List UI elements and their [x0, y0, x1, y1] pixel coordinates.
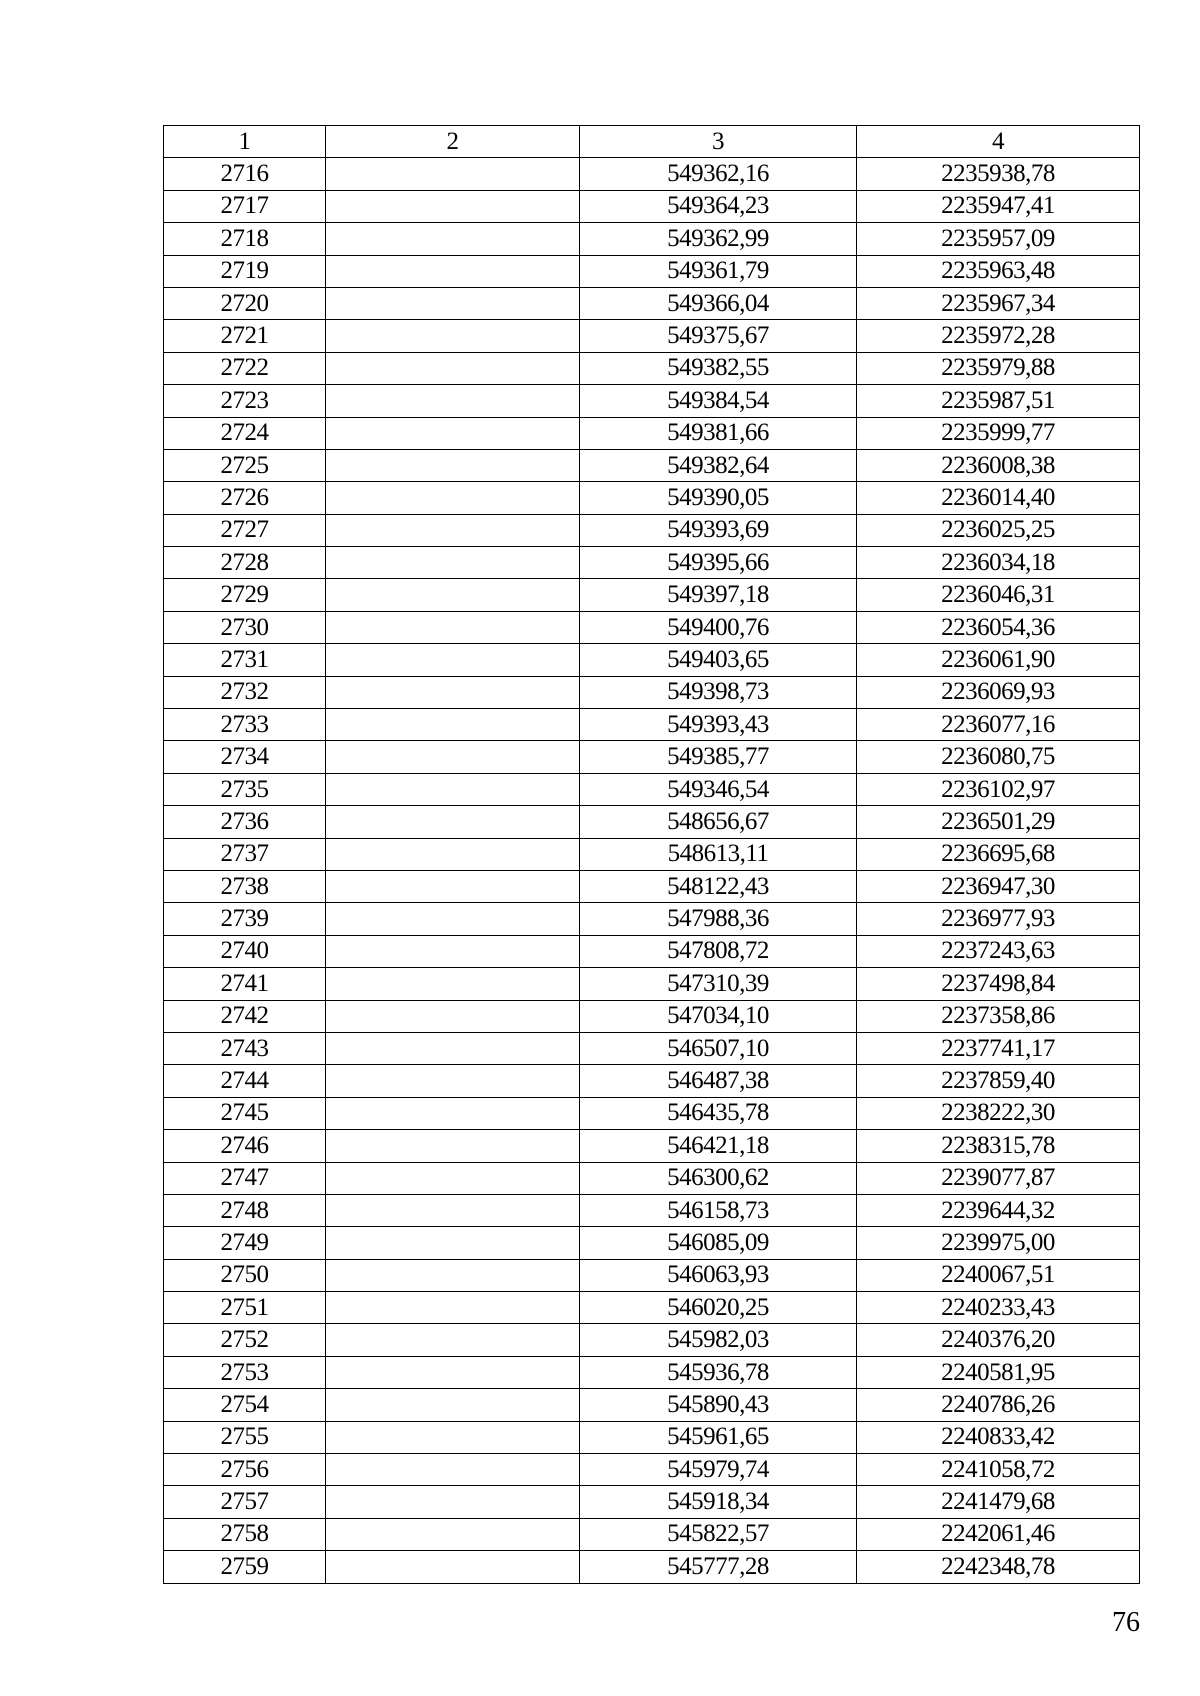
- empty-cell: [326, 709, 580, 741]
- y-coordinate-cell: 2236077,16: [857, 709, 1140, 741]
- point-number-cell: 2742: [164, 1000, 326, 1032]
- y-coordinate-cell: 2240067,51: [857, 1259, 1140, 1291]
- point-number-cell: 2726: [164, 482, 326, 514]
- y-coordinate-cell: 2237243,63: [857, 935, 1140, 967]
- x-coordinate-cell: 549362,99: [580, 223, 857, 255]
- point-number-cell: 2728: [164, 547, 326, 579]
- x-coordinate-cell: 549403,65: [580, 644, 857, 676]
- y-coordinate-cell: 2235979,88: [857, 352, 1140, 384]
- empty-cell: [326, 1097, 580, 1129]
- empty-cell: [326, 903, 580, 935]
- point-number-cell: 2741: [164, 968, 326, 1000]
- point-number-cell: 2740: [164, 935, 326, 967]
- x-coordinate-cell: 548122,43: [580, 870, 857, 902]
- y-coordinate-cell: 2240833,42: [857, 1421, 1140, 1453]
- point-number-cell: 2729: [164, 579, 326, 611]
- point-number-cell: 2719: [164, 255, 326, 287]
- point-number-cell: 2717: [164, 190, 326, 222]
- y-coordinate-cell: 2240786,26: [857, 1389, 1140, 1421]
- y-coordinate-cell: 2237498,84: [857, 968, 1140, 1000]
- y-coordinate-cell: 2240581,95: [857, 1356, 1140, 1388]
- page-number: 76: [1112, 1607, 1140, 1638]
- y-coordinate-cell: 2235947,41: [857, 190, 1140, 222]
- table-row: [164, 1097, 1140, 1129]
- empty-cell: [326, 935, 580, 967]
- column-header: 1: [164, 126, 326, 158]
- x-coordinate-cell: 549385,77: [580, 741, 857, 773]
- empty-cell: [326, 385, 580, 417]
- point-number-cell: 2737: [164, 838, 326, 870]
- empty-cell: [326, 547, 580, 579]
- table-row: [164, 1259, 1140, 1291]
- y-coordinate-cell: 2236102,97: [857, 773, 1140, 805]
- y-coordinate-cell: 2242061,46: [857, 1518, 1140, 1550]
- empty-cell: [326, 449, 580, 481]
- x-coordinate-cell: 548613,11: [580, 838, 857, 870]
- point-number-cell: 2718: [164, 223, 326, 255]
- x-coordinate-cell: 549397,18: [580, 579, 857, 611]
- point-number-cell: 2753: [164, 1356, 326, 1388]
- empty-cell: [326, 190, 580, 222]
- point-number-cell: 2739: [164, 903, 326, 935]
- table-row: [164, 449, 1140, 481]
- point-number-cell: 2731: [164, 644, 326, 676]
- x-coordinate-cell: 549382,55: [580, 352, 857, 384]
- table-row: [164, 1356, 1140, 1388]
- table-row: [164, 1454, 1140, 1486]
- table-row: [164, 968, 1140, 1000]
- table-row: [164, 1292, 1140, 1324]
- empty-cell: [326, 1518, 580, 1550]
- x-coordinate-cell: 549395,66: [580, 547, 857, 579]
- x-coordinate-cell: 546020,25: [580, 1292, 857, 1324]
- x-coordinate-cell: 545822,57: [580, 1518, 857, 1550]
- table-row: [164, 255, 1140, 287]
- x-coordinate-cell: 549362,16: [580, 158, 857, 190]
- table-row: [164, 903, 1140, 935]
- table-row: [164, 1065, 1140, 1097]
- column-header: 3: [580, 126, 857, 158]
- empty-cell: [326, 1454, 580, 1486]
- y-coordinate-cell: 2236025,25: [857, 514, 1140, 546]
- y-coordinate-cell: 2236695,68: [857, 838, 1140, 870]
- y-coordinate-cell: 2236046,31: [857, 579, 1140, 611]
- point-number-cell: 2722: [164, 352, 326, 384]
- y-coordinate-cell: 2241479,68: [857, 1486, 1140, 1518]
- table-body: [164, 158, 1140, 1583]
- empty-cell: [326, 514, 580, 546]
- y-coordinate-cell: 2236034,18: [857, 547, 1140, 579]
- empty-cell: [326, 773, 580, 805]
- y-coordinate-cell: 2235967,34: [857, 287, 1140, 319]
- table-row: [164, 190, 1140, 222]
- empty-cell: [326, 482, 580, 514]
- column-header: 4: [857, 126, 1140, 158]
- point-number-cell: 2757: [164, 1486, 326, 1518]
- y-coordinate-cell: 2239077,87: [857, 1162, 1140, 1194]
- table-row: [164, 1000, 1140, 1032]
- table-row: [164, 935, 1140, 967]
- x-coordinate-cell: 545936,78: [580, 1356, 857, 1388]
- empty-cell: [326, 611, 580, 643]
- x-coordinate-cell: 546507,10: [580, 1032, 857, 1064]
- table-row: [164, 676, 1140, 708]
- empty-cell: [326, 644, 580, 676]
- point-number-cell: 2745: [164, 1097, 326, 1129]
- table-row: [164, 1194, 1140, 1226]
- coordinates-table: [163, 125, 1140, 1584]
- point-number-cell: 2730: [164, 611, 326, 643]
- point-number-cell: 2720: [164, 287, 326, 319]
- x-coordinate-cell: 546435,78: [580, 1097, 857, 1129]
- empty-cell: [326, 968, 580, 1000]
- point-number-cell: 2748: [164, 1194, 326, 1226]
- x-coordinate-cell: 546063,93: [580, 1259, 857, 1291]
- y-coordinate-cell: 2237741,17: [857, 1032, 1140, 1064]
- table-row: [164, 870, 1140, 902]
- x-coordinate-cell: 549382,64: [580, 449, 857, 481]
- point-number-cell: 2755: [164, 1421, 326, 1453]
- table-row: [164, 1486, 1140, 1518]
- table-row: [164, 579, 1140, 611]
- table-row: [164, 1162, 1140, 1194]
- table-row: [164, 644, 1140, 676]
- point-number-cell: 2724: [164, 417, 326, 449]
- empty-cell: [326, 158, 580, 190]
- y-coordinate-cell: 2235963,48: [857, 255, 1140, 287]
- x-coordinate-cell: 549381,66: [580, 417, 857, 449]
- table-row: [164, 547, 1140, 579]
- point-number-cell: 2725: [164, 449, 326, 481]
- empty-cell: [326, 1227, 580, 1259]
- table-row: [164, 1324, 1140, 1356]
- point-number-cell: 2735: [164, 773, 326, 805]
- table-row: [164, 352, 1140, 384]
- table-row: [164, 1389, 1140, 1421]
- y-coordinate-cell: 2237859,40: [857, 1065, 1140, 1097]
- x-coordinate-cell: 549390,05: [580, 482, 857, 514]
- point-number-cell: 2733: [164, 709, 326, 741]
- y-coordinate-cell: 2236947,30: [857, 870, 1140, 902]
- y-coordinate-cell: 2236080,75: [857, 741, 1140, 773]
- y-coordinate-cell: 2240376,20: [857, 1324, 1140, 1356]
- table-row: [164, 1551, 1140, 1583]
- table-row: [164, 709, 1140, 741]
- y-coordinate-cell: 2238315,78: [857, 1130, 1140, 1162]
- point-number-cell: 2754: [164, 1389, 326, 1421]
- x-coordinate-cell: 546158,73: [580, 1194, 857, 1226]
- table-row: [164, 806, 1140, 838]
- empty-cell: [326, 1486, 580, 1518]
- point-number-cell: 2738: [164, 870, 326, 902]
- empty-cell: [326, 1000, 580, 1032]
- empty-cell: [326, 352, 580, 384]
- x-coordinate-cell: 549384,54: [580, 385, 857, 417]
- table-row: [164, 482, 1140, 514]
- x-coordinate-cell: 548656,67: [580, 806, 857, 838]
- point-number-cell: 2758: [164, 1518, 326, 1550]
- empty-cell: [326, 1259, 580, 1291]
- table-row: [164, 1130, 1140, 1162]
- y-coordinate-cell: 2236008,38: [857, 449, 1140, 481]
- y-coordinate-cell: 2235972,28: [857, 320, 1140, 352]
- y-coordinate-cell: 2238222,30: [857, 1097, 1140, 1129]
- table-row: [164, 838, 1140, 870]
- point-number-cell: 2749: [164, 1227, 326, 1259]
- empty-cell: [326, 1130, 580, 1162]
- y-coordinate-cell: 2236501,29: [857, 806, 1140, 838]
- empty-cell: [326, 287, 580, 319]
- x-coordinate-cell: 549366,04: [580, 287, 857, 319]
- y-coordinate-cell: 2239975,00: [857, 1227, 1140, 1259]
- x-coordinate-cell: 547988,36: [580, 903, 857, 935]
- x-coordinate-cell: 546487,38: [580, 1065, 857, 1097]
- point-number-cell: 2756: [164, 1454, 326, 1486]
- column-header: 2: [326, 126, 580, 158]
- y-coordinate-cell: 2236977,93: [857, 903, 1140, 935]
- point-number-cell: 2743: [164, 1032, 326, 1064]
- empty-cell: [326, 1292, 580, 1324]
- x-coordinate-cell: 546421,18: [580, 1130, 857, 1162]
- point-number-cell: 2751: [164, 1292, 326, 1324]
- point-number-cell: 2747: [164, 1162, 326, 1194]
- y-coordinate-cell: 2242348,78: [857, 1551, 1140, 1583]
- point-number-cell: 2734: [164, 741, 326, 773]
- table-row: [164, 385, 1140, 417]
- x-coordinate-cell: 545979,74: [580, 1454, 857, 1486]
- y-coordinate-cell: 2236069,93: [857, 676, 1140, 708]
- x-coordinate-cell: 549398,73: [580, 676, 857, 708]
- empty-cell: [326, 1032, 580, 1064]
- x-coordinate-cell: 545918,34: [580, 1486, 857, 1518]
- x-coordinate-cell: 549393,43: [580, 709, 857, 741]
- y-coordinate-cell: 2239644,32: [857, 1194, 1140, 1226]
- y-coordinate-cell: 2235938,78: [857, 158, 1140, 190]
- empty-cell: [326, 223, 580, 255]
- empty-cell: [326, 806, 580, 838]
- x-coordinate-cell: 547034,10: [580, 1000, 857, 1032]
- empty-cell: [326, 1324, 580, 1356]
- point-number-cell: 2752: [164, 1324, 326, 1356]
- x-coordinate-cell: 549346,54: [580, 773, 857, 805]
- y-coordinate-cell: 2237358,86: [857, 1000, 1140, 1032]
- y-coordinate-cell: 2236014,40: [857, 482, 1140, 514]
- point-number-cell: 2716: [164, 158, 326, 190]
- x-coordinate-cell: 549364,23: [580, 190, 857, 222]
- y-coordinate-cell: 2236054,36: [857, 611, 1140, 643]
- y-coordinate-cell: 2240233,43: [857, 1292, 1140, 1324]
- y-coordinate-cell: 2235957,09: [857, 223, 1140, 255]
- empty-cell: [326, 1065, 580, 1097]
- table-row: [164, 773, 1140, 805]
- table-row: [164, 611, 1140, 643]
- point-number-cell: 2727: [164, 514, 326, 546]
- table-row: [164, 1518, 1140, 1550]
- point-number-cell: 2750: [164, 1259, 326, 1291]
- table-row: [164, 1227, 1140, 1259]
- table-row: [164, 320, 1140, 352]
- table-row: [164, 158, 1140, 190]
- x-coordinate-cell: 546300,62: [580, 1162, 857, 1194]
- point-number-cell: 2746: [164, 1130, 326, 1162]
- table-row: [164, 1421, 1140, 1453]
- x-coordinate-cell: 549393,69: [580, 514, 857, 546]
- x-coordinate-cell: 547310,39: [580, 968, 857, 1000]
- x-coordinate-cell: 545777,28: [580, 1551, 857, 1583]
- y-coordinate-cell: 2235999,77: [857, 417, 1140, 449]
- empty-cell: [326, 870, 580, 902]
- point-number-cell: 2721: [164, 320, 326, 352]
- empty-cell: [326, 417, 580, 449]
- point-number-cell: 2732: [164, 676, 326, 708]
- empty-cell: [326, 676, 580, 708]
- table-row: [164, 741, 1140, 773]
- empty-cell: [326, 741, 580, 773]
- x-coordinate-cell: 545961,65: [580, 1421, 857, 1453]
- table-row: [164, 223, 1140, 255]
- x-coordinate-cell: 549400,76: [580, 611, 857, 643]
- y-coordinate-cell: 2235987,51: [857, 385, 1140, 417]
- empty-cell: [326, 838, 580, 870]
- x-coordinate-cell: 549375,67: [580, 320, 857, 352]
- y-coordinate-cell: 2236061,90: [857, 644, 1140, 676]
- empty-cell: [326, 1356, 580, 1388]
- x-coordinate-cell: 549361,79: [580, 255, 857, 287]
- empty-cell: [326, 320, 580, 352]
- empty-cell: [326, 1421, 580, 1453]
- point-number-cell: 2759: [164, 1551, 326, 1583]
- x-coordinate-cell: 545982,03: [580, 1324, 857, 1356]
- empty-cell: [326, 1162, 580, 1194]
- table-row: [164, 417, 1140, 449]
- point-number-cell: 2736: [164, 806, 326, 838]
- x-coordinate-cell: 545890,43: [580, 1389, 857, 1421]
- empty-cell: [326, 1389, 580, 1421]
- table-header-row: [164, 126, 1140, 158]
- point-number-cell: 2723: [164, 385, 326, 417]
- table-row: [164, 287, 1140, 319]
- table-row: [164, 514, 1140, 546]
- y-coordinate-cell: 2241058,72: [857, 1454, 1140, 1486]
- empty-cell: [326, 1194, 580, 1226]
- empty-cell: [326, 1551, 580, 1583]
- table-row: [164, 1032, 1140, 1064]
- x-coordinate-cell: 546085,09: [580, 1227, 857, 1259]
- empty-cell: [326, 579, 580, 611]
- point-number-cell: 2744: [164, 1065, 326, 1097]
- x-coordinate-cell: 547808,72: [580, 935, 857, 967]
- empty-cell: [326, 255, 580, 287]
